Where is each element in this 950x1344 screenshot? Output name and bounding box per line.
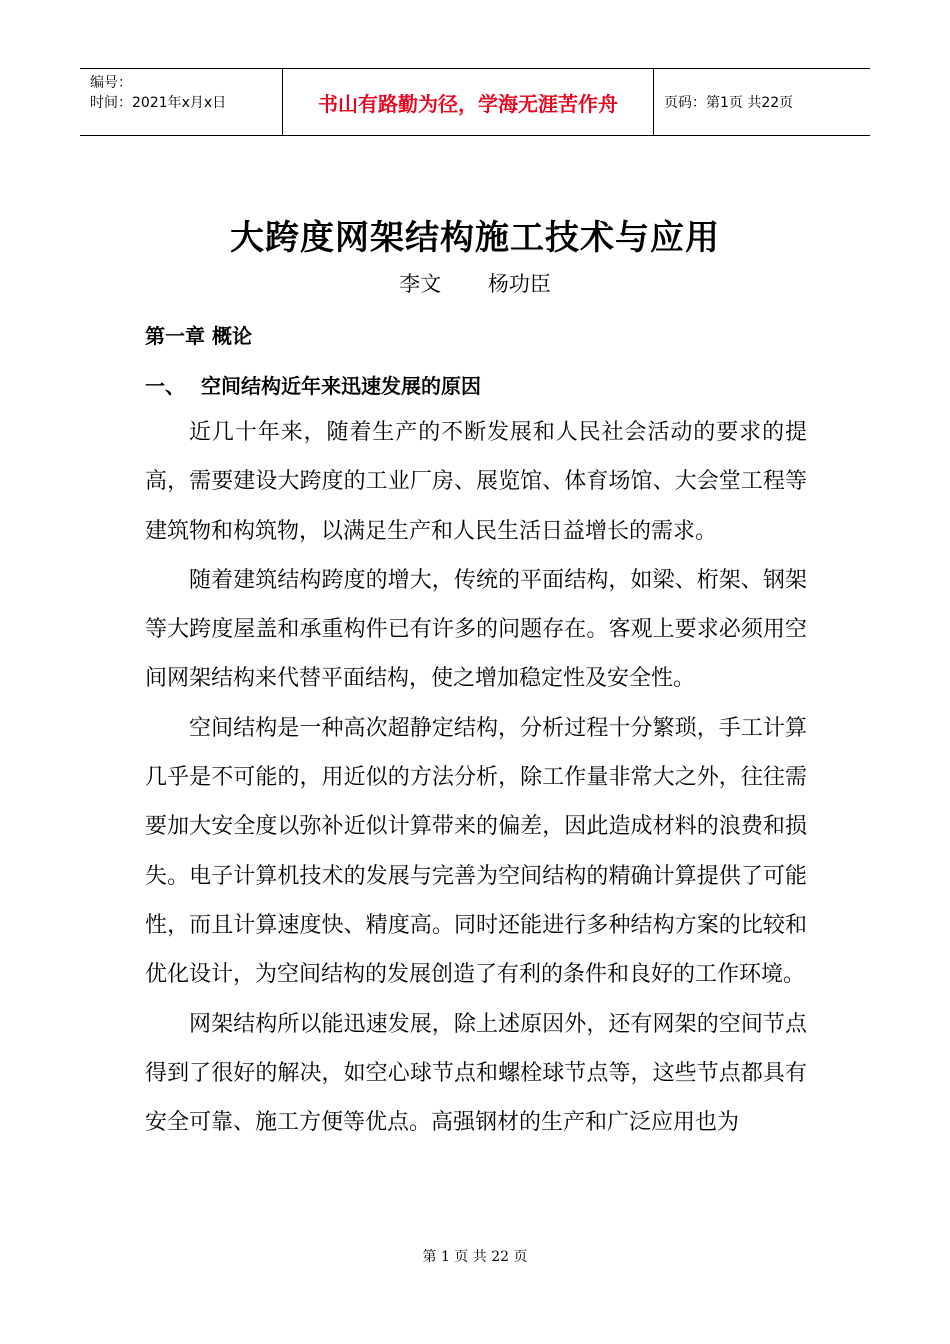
authors [0,268,950,298]
chapter-heading: 第一章 概论 [145,324,252,348]
header-page-cell [654,69,870,135]
section-heading [145,368,807,404]
document-title: 大跨度网架结构施工技术与应用 [230,218,720,258]
author-2: 杨功臣 [487,272,551,296]
number-label: 编号： [90,75,132,91]
page-info: 页码：第1页 共22页 [664,95,794,111]
author-1: 李文 [399,272,442,296]
header-meta-cell [80,69,282,135]
paragraph: 空间结构是一种高次超静定结构，分析过程十分繁琐，手工计算几乎是不可能的，用近似的方法分析，除工作量非常大之外，往往需要加大安全度以弥补近似计算带来的偏差，因此造成材料的浪费和损失。电子计算机技术的发展与完善为空间结构的精确计算提供了可能性，而且计算速度快、精度高。同时还能进行多种结构方案的比较和优化设计，为空间结构的发展创造了有利的条件和良好的工作环境。 [145,715,807,988]
section-title: 空间结构近年来迅速发展的原因 [201,374,481,398]
page-footer: 第 1 页 共 22 页 [422,1249,528,1265]
header-table [80,68,870,136]
header-motto-cell [282,69,654,135]
time-label: 时间：2021年x月x日 [90,95,227,111]
motto-text: 书山有路勤为径，学海无涯苦作舟 [318,91,618,116]
paragraph: 随着建筑结构跨度的增大，传统的平面结构，如梁、桁架、钢架等大跨度屋盖和承重构件已有许多的问题存在。客观上要求必须用空间网架结构来代替平面结构，使之增加稳定性及安全性。 [145,567,807,692]
section-number: 一、 [145,374,185,398]
paragraph: 近几十年来，随着生产的不断发展和人民社会活动的要求的提高，需要建设大跨度的工业厂房、展览馆、体育场馆、大会堂工程等建筑物和构筑物，以满足生产和人民生活日益增长的需求。 [145,420,807,544]
paragraph: 网架结构所以能迅速发展，除上述原因外，还有网架的空间节点得到了很好的解决，如空心球节点和螺栓球节点等，这些节点都具有安全可靠、施工方便等优点。高强钢材的生产和广泛应用也为 [145,1011,807,1136]
document-body [145,318,807,1147]
